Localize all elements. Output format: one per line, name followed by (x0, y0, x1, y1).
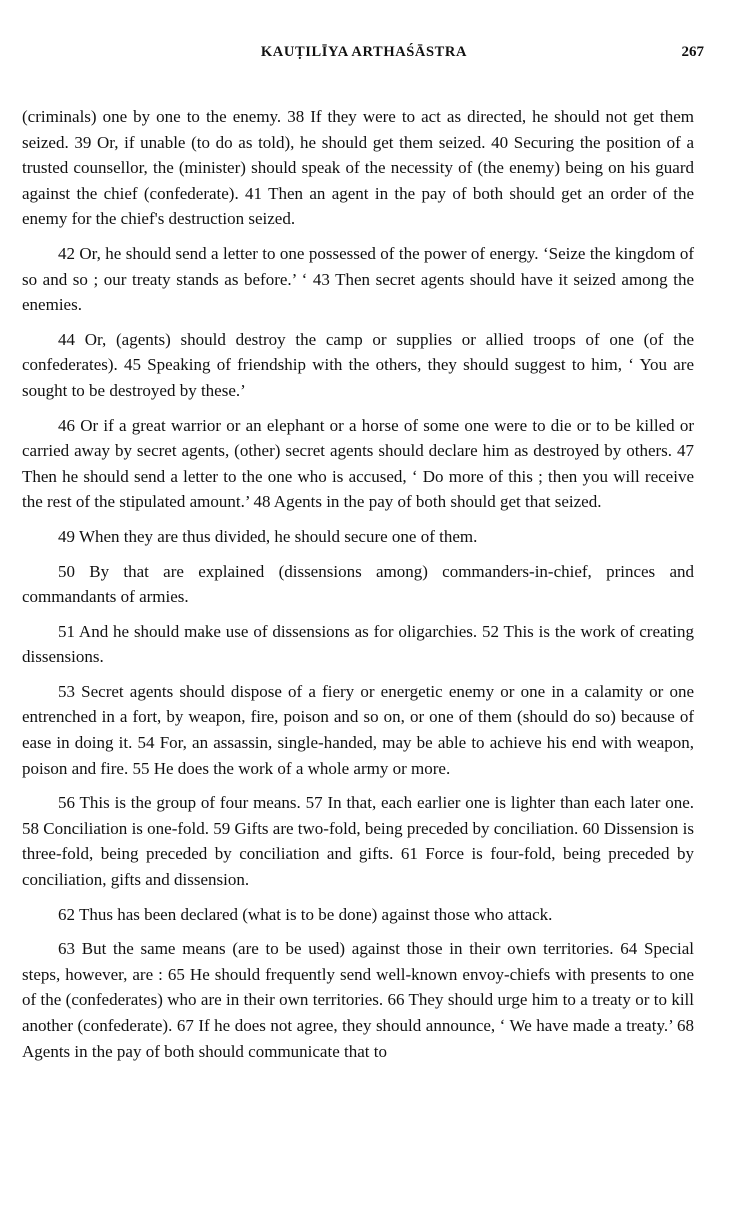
paragraph-53: 53 Secret agents should dispose of a fiery or energetic enemy or one in a calamity or one entrenched in a fort, by weapon, fire, poison and so on, or one of them (should do so) because of ease in doing it. 54 For, an assassin, single-handed, may be able to achieve his end with weapon, poison and fire. 55 He does the work of a whole army or more. (22, 681, 694, 778)
paragraph-continued: (criminals) one by one to the enemy. 38 If they were to act as directed, he should not get them seized. 39 Or, if unable (to do as told), he should get them seized. 40 Securing the position of a trusted counsellor, the (minister) should speak of the necessity of (the enemy) being on his guard against the chief (confederate). 41 Then an agent in the pay of both should get an order of the enemy for the chief's destruction seized. (22, 107, 694, 229)
running-header (24, 44, 704, 68)
page-number: 267 (681, 44, 704, 60)
paragraph-63: 63 But the same means (are to be used) against those in their own territories. 64 Special steps, however, are : 65 He should frequently send well-known envoy-chiefs with presents to one of the (confederates) who are in their own territories. 66 They should urge him to a treaty or to kill another (confederate). 67 If he does not agree, they should announce, ‘ We have made a treaty.’ 68 Agents in the pay of both should communicate that to (22, 939, 694, 1061)
paragraph-44: 44 Or, (agents) should destroy the camp or supplies or allied troops of one (of the confederates). 45 Speaking of friendship with the others, they should suggest to him, ‘ You are sought to be destroyed by these.’ (22, 329, 694, 400)
paragraph-46: 46 Or if a great warrior or an elephant or a horse of some one were to die or to be killed or carried away by secret agents, (other) secret agents should declare him as destroyed by others. 47 Then he should send a letter to the one who is accused, ‘ Do more of this ; then you will receive the rest of the stipulated amount.’ 48 Agents in the pay of both should get that seized. (22, 415, 694, 512)
paragraph-42: 42 Or, he should send a letter to one possessed of the power of energy. ‘Seize the kingdom of so and so ; our treaty stands as before.’ ‘ 43 Then secret agents should have it seized among the enemies. (22, 243, 694, 315)
paragraph-56: 56 This is the group of four means. 57 In that, each earlier one is lighter than each later one. 58 Conciliation is one-fold. 59 Gifts are two-fold, being preceded by conciliation. 60 Dissension is three-fold, being preceded by conciliation and gifts. 61 Force is four-fold, being preceded by conciliation, gifts and dissension. (22, 793, 694, 890)
body-text (22, 104, 694, 1073)
paragraph-51: 51 And he should make use of dissensions as for oligarchies. 52 This is the work of creating dissensions. (22, 621, 694, 667)
running-title: KAUṬILĪYA ARTHAŚĀSTRA (260, 44, 468, 60)
paragraph-62: 62 Thus has been declared (what is to be done) against those who attack. (58, 904, 553, 924)
paragraph-50: 50 By that are explained (dissensions among) commanders-in-chief, princes and commandants of armies. (22, 561, 694, 607)
paragraph-49: 49 When they are thus divided, he should secure one of them. (58, 526, 478, 546)
